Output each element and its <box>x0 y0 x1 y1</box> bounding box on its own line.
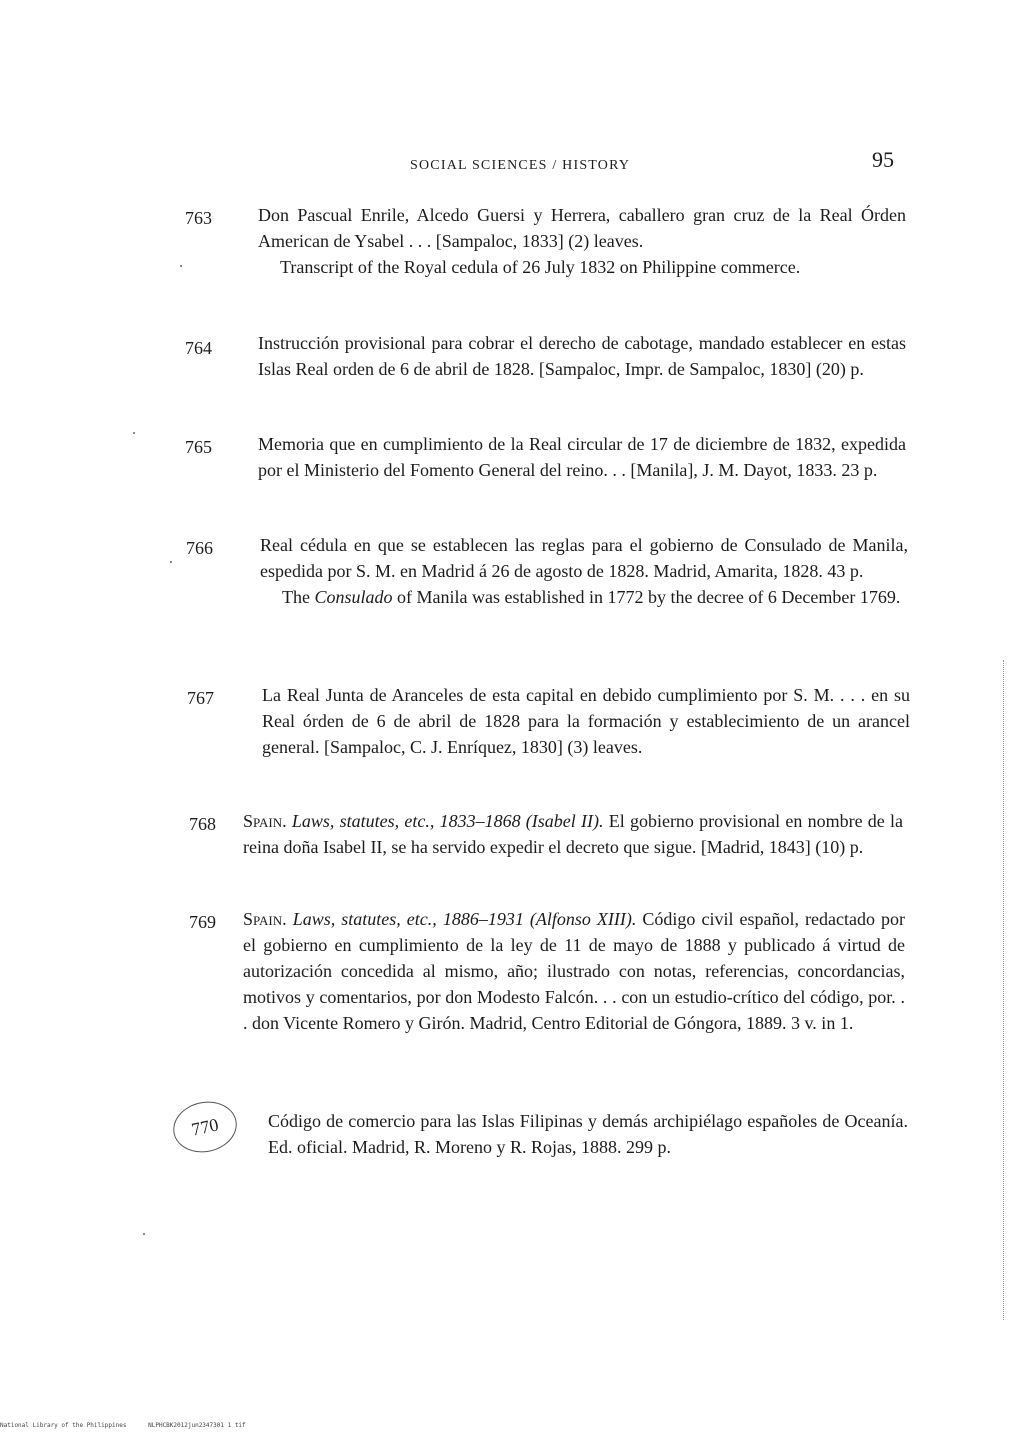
bibliography-entry <box>260 532 908 610</box>
entry-number: 768 <box>189 814 216 834</box>
entry-body: El gobierno provisional en nombre de la reina doña Isabel II, se ha servido expedir el decreto que sigue. [Madrid, 1843] (10) p. <box>243 811 904 857</box>
entry-author: Spain. <box>243 909 287 929</box>
entry-body: Código civil español, redactado por el gobierno en cumplimiento de la ley de 11 de mayo de 1888 y publicado á virtud de autorización concedida al mismo, año; ilustrado con notas, referencias, concordancias, motivos y comentarios, por don Modesto Falcón. . . con un estudio-crítico del código, por. . . don Vicente Romero y Girón. Madrid, Centro Editorial de Góngora, 1889. 3 v. in 1. <box>243 909 905 1033</box>
entry-uniform-title: Laws, statutes, etc., 1886–1931 (Alfonso XIII). <box>292 909 637 929</box>
note-italic-term: Consulado <box>314 587 393 607</box>
entry-number: 770 <box>189 1113 221 1140</box>
entry-number: 765 <box>185 437 212 457</box>
entry-text <box>243 906 905 1036</box>
bibliography-entry <box>258 202 906 280</box>
scan-speck <box>133 432 135 434</box>
bibliography-entry <box>243 808 903 860</box>
entry-number: 764 <box>185 338 212 358</box>
page-number: 95 <box>872 147 894 172</box>
margin-scan-artifact <box>1003 660 1004 1320</box>
bibliography-entry <box>262 682 910 760</box>
scan-speck <box>170 561 172 563</box>
scan-speck <box>180 265 182 267</box>
entry-uniform-title: Laws, statutes, etc., 1833–1868 (Isabel II). <box>291 811 604 831</box>
entry-author: Spain. <box>243 811 287 831</box>
note-rest: of Manila was established in 1772 by the decree of 6 December 1769. <box>392 587 901 607</box>
circled-entry-number <box>169 1096 242 1158</box>
entry-text <box>243 808 903 860</box>
bibliography-entry <box>258 330 906 382</box>
running-head: SOCIAL SCIENCES / HISTORY <box>410 158 631 173</box>
footer-library: National Library of the Philippines <box>0 1422 127 1429</box>
bibliography-entry <box>258 431 906 483</box>
entry-number: 766 <box>186 538 213 558</box>
bibliography-entry <box>268 1108 908 1160</box>
entry-text: Don Pascual Enrile, Alcedo Guersi y Herrera, caballero gran cruz de la Real Órden American de Ysabel . . . [Sampaloc, 1833] (2) leaves. <box>258 205 906 251</box>
entry-number: 763 <box>185 208 212 228</box>
footer-scan-id: NLPHCBK2012jun2347301 1 tif <box>148 1422 246 1429</box>
entry-note: Transcript of the Royal cedula of 26 July 1832 on Philippine commerce. <box>280 257 801 277</box>
bibliography-entry <box>243 906 905 1036</box>
entry-text: Código de comercio para las Islas Filipinas y demás archipiélago españoles de Oceanía. Ed. oficial. Madrid, R. Moreno y R. Rojas, 1888. 299 p. <box>268 1111 908 1157</box>
scan-speck <box>143 1233 145 1235</box>
entry-text: Instrucción provisional para cobrar el derecho de cabotage, mandado establecer en estas Islas Real orden de 6 de abril de 1828. [Sampaloc, Impr. de Sampaloc, 1830] (20) p. <box>258 333 906 379</box>
scan-footer <box>0 1422 246 1429</box>
note-prefix: The <box>282 587 315 607</box>
entry-number: 769 <box>189 912 216 932</box>
entry-number: 767 <box>187 688 214 708</box>
entry-text: Real cédula en que se establecen las reglas para el gobierno de Consulado de Manila, espedida por S. M. en Madrid á 26 de agosto de 1828. Madrid, Amarita, 1828. 43 p. <box>260 535 908 581</box>
entry-text: La Real Junta de Aranceles de esta capital en debido cumplimiento por S. M. . . . en su Real órden de 6 de abril de 1828 para la formación y establecimiento de un arancel general. [Sampaloc, C. J. Enríquez, 1830] (3) leaves. <box>262 685 910 757</box>
entry-note <box>260 584 908 610</box>
entry-text: Memoria que en cumplimiento de la Real circular de 17 de diciembre de 1832, expedida por el Ministerio del Fomento General del reino. . . [Manila], J. M. Dayot, 1833. 23 p. <box>258 434 906 480</box>
